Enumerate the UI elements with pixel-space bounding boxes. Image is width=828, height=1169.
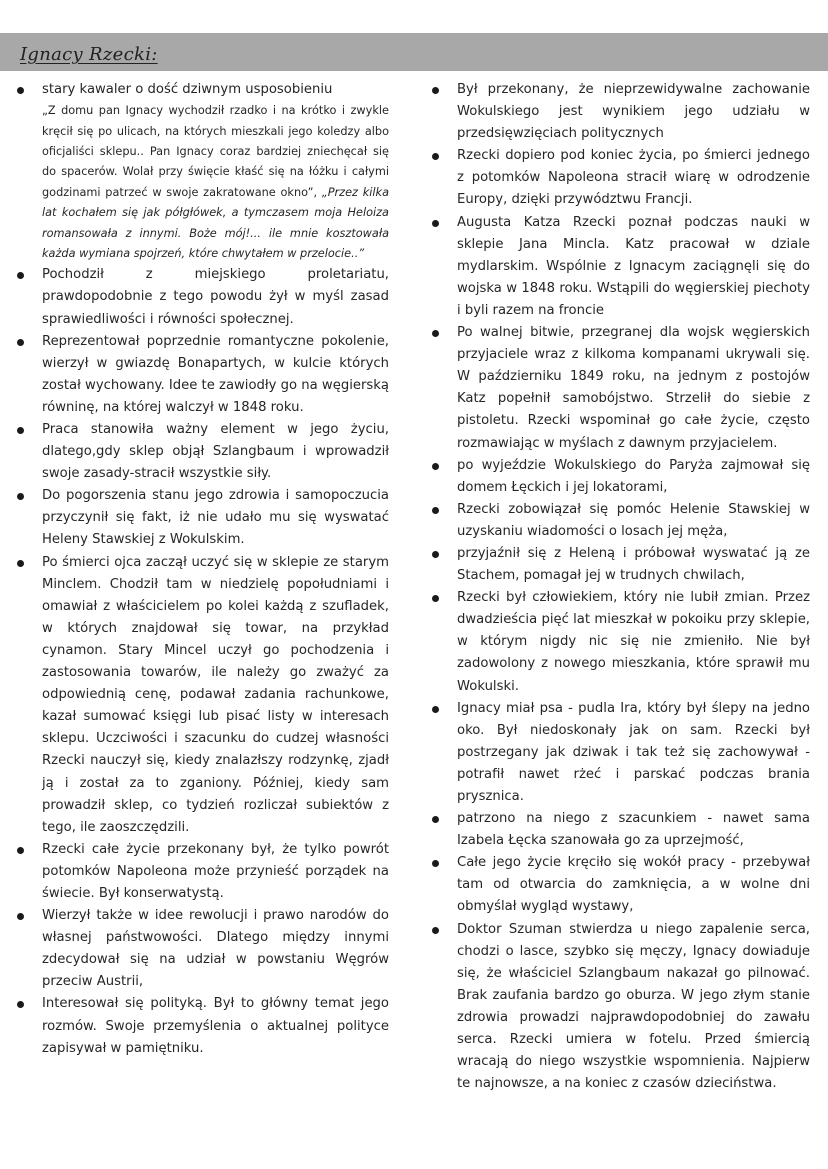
bullet-icon	[17, 272, 24, 279]
list-item: przyjaźnił się z Heleną i próbował wyswatać ją ze Stachem, pomagał jej w trudnych chwilach,	[432, 543, 810, 587]
page-title: Ignacy Rzecki:	[20, 44, 158, 65]
bullet-icon	[432, 595, 439, 602]
bullet-icon	[432, 816, 439, 823]
bullet-icon	[432, 507, 439, 514]
bullet-icon	[432, 927, 439, 934]
bullet-icon	[17, 427, 24, 434]
bullet-icon	[432, 87, 439, 94]
bullet-icon	[17, 339, 24, 346]
list-item: Interesował się polityką. Był to główny temat jego rozmów. Swoje przemyślenia o aktualnej polityce zapisywał w pamiętniku.	[17, 993, 389, 1059]
list-item: Wierzył także w idee rewolucji i prawo narodów do własnej państwowości. Dlatego między innymi zdecydował się na udział w powstaniu Węgrów przeciw Austrii,	[17, 905, 389, 993]
list-item: Praca stanowiła ważny element w jego życiu, dlatego,gdy sklep objął Szlangbaum i wprowadził swoje zasady-stracił wszystkie siły.	[17, 419, 389, 485]
list-item: Rzecki dopiero pod koniec życia, po śmierci jednego z potomków Napoleona stracił wiarę w odrodzenie Europy, dzięki przywództwu Francji.	[432, 145, 810, 211]
list-item: Był przekonany, że nieprzewidywalne zachowanie Wokulskiego jest wynikiem jego udziału w przedsięwzięciach politycznych	[432, 79, 810, 145]
right-column	[432, 79, 810, 1095]
bullet-icon	[432, 220, 439, 227]
quote-block: „Z domu pan Ignacy wychodził rzadko i na krótko i zwykle kręcił się po ulicach, na których mieszkali jego koledzy albo oficjaliści sklepu.. Pan Ignacy coraz bardziej zniechęcał się do spacerów. Wolał przy święcie kłaść się na łóżku i całymi godzinami patrzeć w swoje zakratowane okno”, „Przez kilka lat kochałem się jak półgłówek, a tymczasem moja Heloiza romansowała z innymi. Boże mój!... ile mnie kosztowała każda wymiana spojrzeń, które chwytałem w przelocie..”	[42, 104, 390, 260]
bullet-icon	[432, 706, 439, 713]
list-item: Rzecki całe życie przekonany był, że tylko powrót potomków Napoleona może przynieść porządek na świecie. Był konserwatystą.	[17, 839, 389, 905]
list-item: stary kawaler o dość dziwnym usposobieniu „Z domu pan Ignacy wychodził rzadko i na krótko i zwykle kręcił się po ulicach, na których mieszkali jego koledzy albo oficjaliści sklepu.. Pan Ignacy coraz bardziej zniechęcał się do spacerów. Wolał przy święcie kłaść się na łóżku i całymi godzinami patrzeć w swoje zakratowane okno”, „Przez kilka lat kochałem się jak półgłówek, a tymczasem moja Heloiza romansowała z innymi. Boże mój!... ile mnie kosztowała każda wymiana spojrzeń, które chwytałem w przelocie..”	[17, 79, 389, 264]
bullet-icon	[432, 330, 439, 337]
bullet-icon	[17, 87, 24, 94]
list-item: Rzecki zobowiązał się pomóc Helenie Stawskiej w uzyskaniu wiadomości o losach jej męża,	[432, 499, 810, 543]
bullet-icon	[17, 913, 24, 920]
list-item: Pochodził z miejskiego proletariatu, prawdopodobnie z tego powodu żył w myśl zasad sprawiedliwości i równości społecznej.	[17, 264, 389, 330]
list-item: Ignacy miał psa - pudla Ira, który był ślepy na jedno oko. Był niedoskonały jak on sam. Rzecki był postrzegany jak dziwak i tak też się zachowywał - potrafił nawet rżeć i parskać podczas brania prysznica.	[432, 698, 810, 808]
list-item: Augusta Katza Rzecki poznał podczas nauki w sklepie Jana Mincla. Katz pracował w dziale mydlarskim. Wspólnie z Ignacym zaciągnęli się do wojska w 1848 roku. Wstąpili do węgierskiej piechoty i byli razem na froncie	[432, 212, 810, 322]
list-item: Rzecki był człowiekiem, który nie lubił zmian. Przez dwadzieścia pięć lat mieszkał w pokoiku przy sklepie, w którym nigdy nic się nie zmieniło. Nie był zadowolony z nowego mieszkania, które sprawił mu Wokulski.	[432, 587, 810, 697]
bullet-icon	[432, 463, 439, 470]
list-item: Po śmierci ojca zaczął uczyć się w sklepie ze starym Minclem. Chodził tam w niedzielę popołudniami i omawiał z właścicielem po kolei każdą z szufladek, w których znajdował się towar, na przykład cynamon. Stary Mincel uczył go pochodzenia i zastosowania towarów, ile należy go zważyć za odpowiednią cenę, podawał zadania rachunkowe, kazał sumować księgi lub pisać listy w interesach sklepu. Uczciwości i szacunku do cudzej własności Rzecki nauczył się, kiedy znalazłszy rodzynkę, zjadł ją i został za to zganiony. Później, kiedy sam prowadził sklep, co tydzień rozliczał subiektów z tego, ile zaoszczędzili.	[17, 552, 389, 839]
list-item: po wyjeździe Wokulskiego do Paryża zajmował się domem Łęckich i jej lokatorami,	[432, 455, 810, 499]
bullet-icon	[17, 847, 24, 854]
bullet-icon	[432, 153, 439, 160]
list-item: Do pogorszenia stanu jego zdrowia i samopoczucia przyczynił się fakt, iż nie udało mu się wyswatać Heleny Stawskiej z Wokulskim.	[17, 485, 389, 551]
list-item: Doktor Szuman stwierdza u niego zapalenie serca, chodzi o lasce, szybko się męczy, Ignacy dowiaduje się, że właściciel Szlangbaum nakazał go pilnować. Brak zaufania bardzo go oburza. W jego złym stanie zdrowia prowadzi najprawdopodobniej do zawału serca. Rzecki umiera w fotelu. Przed śmiercią wracają do niego wszystkie wspomnienia. Najpierw te najnowsze, a na koniec z czasów dzieciństwa.	[432, 919, 810, 1096]
list-item: Po walnej bitwie, przegranej dla wojsk węgierskich przyjaciele wraz z kilkoma kompanami ukrywali się. W październiku 1849 roku, na jednym z postojów Katz popełnił samobójstwo. Strzelił do siebie z pistoletu. Rzecki wspominał go całe życie, często rozmawiając w myślach z dawnym przyjacielem.	[432, 322, 810, 455]
left-column	[17, 79, 389, 1060]
list-item: patrzono na niego z szacunkiem - nawet sama Izabela Łęcka szanowała go za uprzejmość,	[432, 808, 810, 852]
bullet-icon	[432, 551, 439, 558]
bullet-icon	[17, 493, 24, 500]
bullet-icon	[432, 860, 439, 867]
bullet-icon	[17, 560, 24, 567]
list-item: Reprezentował poprzednie romantyczne pokolenie, wierzył w gwiazdę Bonapartych, w kulcie których został wychowany. Idee te zawiodły go na węgierską równinę, na której walczył w 1848 roku.	[17, 331, 389, 419]
bullet-icon	[17, 1001, 24, 1008]
list-item: Całe jego życie kręciło się wokół pracy - przebywał tam od otwarcia do zamknięcia, a w wolne dni obmyślał wygląd wystawy,	[432, 852, 810, 918]
